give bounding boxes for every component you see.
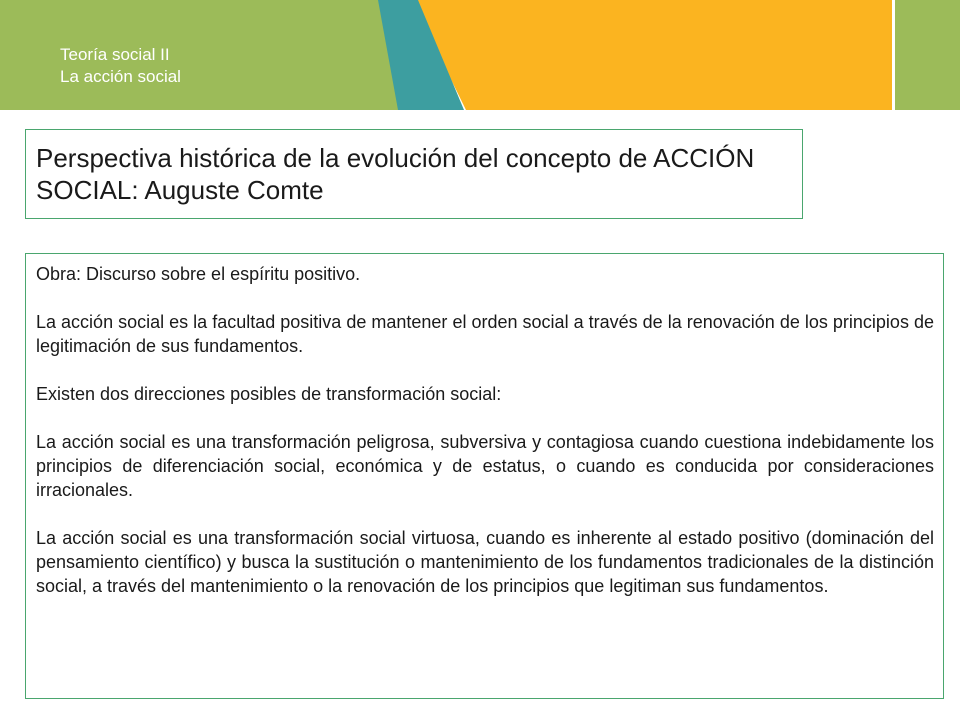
- paragraph-virtuous-transformation: La acción social es una transformación social virtuosa, cuando es inherente al estado positivo (dominación del pensamiento científico) y busca la sustitución o mantenimiento de los fundamentos tradicionales de la distinción social, a través del mantenimiento o la renovación de los principios que legitiman sus fundamentos.: [36, 528, 934, 596]
- slide-title-box: [25, 129, 803, 219]
- course-heading: [60, 44, 181, 88]
- course-title: Teoría social II: [60, 45, 170, 64]
- header-banner: [0, 0, 960, 110]
- slide-title: Perspectiva histórica de la evolución del concepto de ACCIÓN SOCIAL: Auguste Comte: [36, 143, 755, 205]
- banner-right-green-block: [895, 0, 960, 110]
- paragraph-dangerous-transformation: La acción social es una transformación peligrosa, subversiva y contagiosa cuando cuestiona indebidamente los principios de diferenciación social, económica y de estatus, o cuando es conducida por consideraciones irracionales.: [36, 432, 934, 500]
- paragraph-directions: Existen dos direcciones posibles de transformación social:: [36, 384, 502, 404]
- paragraph-obra: Obra: Discurso sobre el espíritu positivo.: [36, 264, 361, 284]
- slide-body-box: [25, 253, 944, 699]
- course-subtitle: La acción social: [60, 67, 181, 86]
- paragraph-definition: La acción social es la facultad positiva de mantener el orden social a través de la renovación de los principios de legitimación de sus fundamentos.: [36, 312, 934, 356]
- banner-right-divider: [892, 0, 895, 110]
- banner-yellow-block: [412, 0, 960, 110]
